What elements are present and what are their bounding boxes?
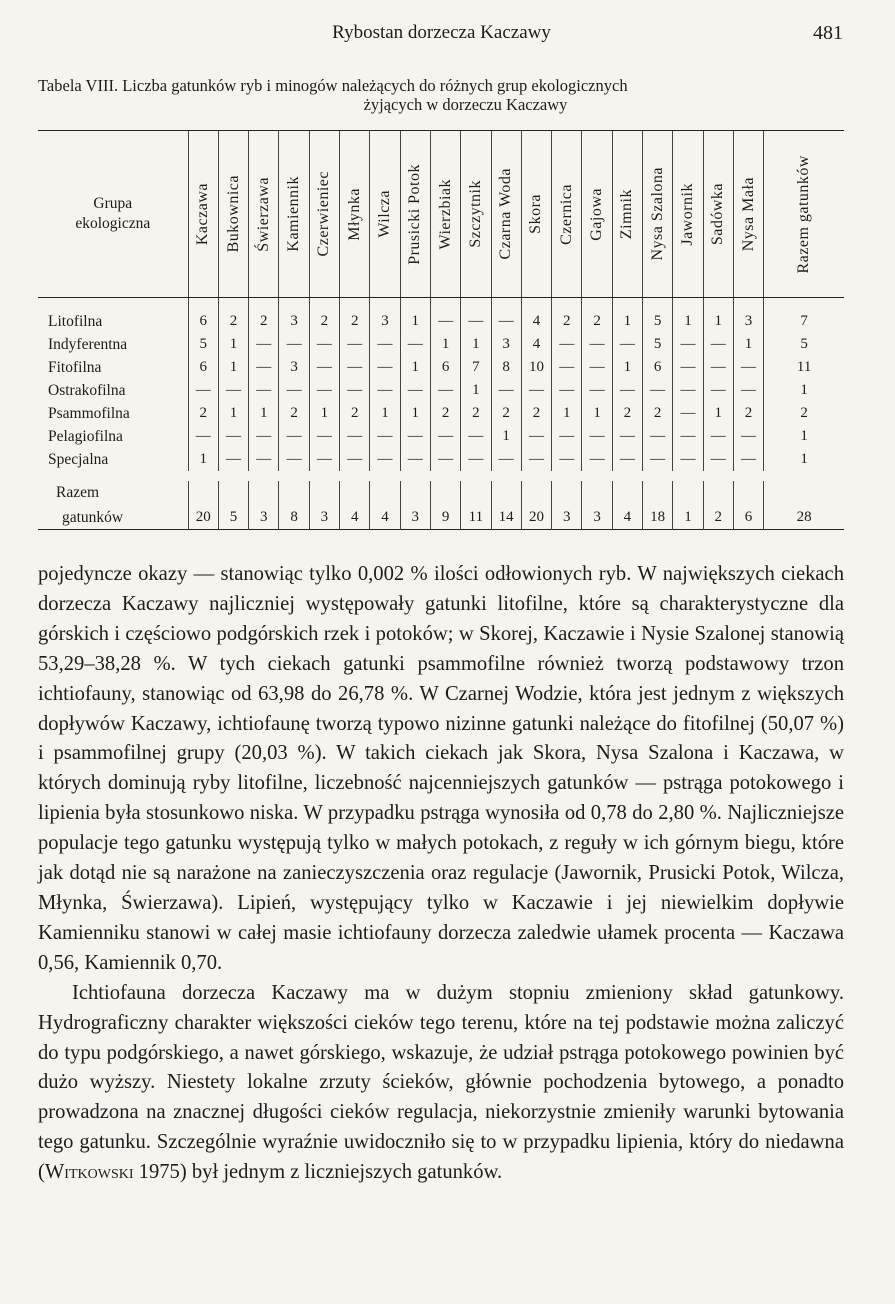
table-cell: 2 bbox=[552, 298, 582, 334]
table-cell: — bbox=[340, 356, 370, 379]
table-cell: — bbox=[218, 379, 248, 402]
table-caption-line-1: Tabela VIII. Liczba gatunków ryb i minogów należących do różnych grup ekologicznych bbox=[38, 76, 628, 95]
table-row bbox=[38, 298, 844, 334]
total-cell: 6 bbox=[733, 504, 763, 530]
table-cell: — bbox=[733, 448, 763, 471]
table-cell: — bbox=[491, 298, 521, 334]
table-cell: — bbox=[612, 425, 642, 448]
table-cell: — bbox=[643, 379, 673, 402]
table-cell: 8 bbox=[491, 356, 521, 379]
table-cell: 1 bbox=[703, 402, 733, 425]
row-total-cell: 1 bbox=[764, 448, 844, 471]
empty-cell bbox=[218, 481, 248, 504]
table-cell: 1 bbox=[400, 402, 430, 425]
table-cell: — bbox=[461, 298, 491, 334]
table-cell: 2 bbox=[521, 402, 551, 425]
empty-cell bbox=[188, 481, 218, 504]
table-cell: — bbox=[279, 425, 309, 448]
table-cell: — bbox=[430, 379, 460, 402]
table-cell: 3 bbox=[279, 298, 309, 334]
table-cell: 2 bbox=[612, 402, 642, 425]
table-cell: — bbox=[612, 379, 642, 402]
table-cell: — bbox=[309, 333, 339, 356]
table-cell: — bbox=[400, 379, 430, 402]
table-cell: — bbox=[400, 425, 430, 448]
table-cell: — bbox=[249, 448, 279, 471]
column-header bbox=[461, 131, 491, 298]
table-cell: 2 bbox=[218, 298, 248, 334]
empty-cell bbox=[552, 481, 582, 504]
total-cell: 3 bbox=[400, 504, 430, 530]
row-label: Psammofilna bbox=[48, 405, 130, 422]
table-cell: — bbox=[279, 333, 309, 356]
table-cell: 6 bbox=[188, 298, 218, 334]
table-cell: — bbox=[733, 379, 763, 402]
empty-cell bbox=[673, 481, 703, 504]
paragraph-2-end: 1975) był jednym z liczniejszych gatunków. bbox=[133, 1161, 503, 1184]
total-cell: 20 bbox=[521, 504, 551, 530]
table-cell: — bbox=[643, 448, 673, 471]
table-cell: — bbox=[582, 333, 612, 356]
paragraph-2 bbox=[38, 979, 844, 1188]
table-cell: — bbox=[612, 448, 642, 471]
table-cell: — bbox=[340, 379, 370, 402]
column-header bbox=[673, 131, 703, 298]
column-header-label: Kamiennik bbox=[285, 176, 303, 252]
total-cell: 3 bbox=[309, 504, 339, 530]
table-cell: — bbox=[309, 448, 339, 471]
table-row bbox=[38, 448, 844, 471]
total-row-label-1: Razem bbox=[56, 484, 100, 501]
table-cell: — bbox=[309, 379, 339, 402]
table-cell: 3 bbox=[370, 298, 400, 334]
table-cell: 1 bbox=[370, 402, 400, 425]
total-cell: 2 bbox=[703, 504, 733, 530]
table-spacer-row bbox=[38, 471, 844, 481]
empty-cell bbox=[764, 481, 844, 504]
table-cell: — bbox=[703, 356, 733, 379]
table-cell: 7 bbox=[461, 356, 491, 379]
table-cell: — bbox=[673, 379, 703, 402]
table-cell: — bbox=[430, 448, 460, 471]
column-header-label: Skora bbox=[527, 194, 545, 234]
column-header bbox=[552, 131, 582, 298]
table-cell: 3 bbox=[733, 298, 763, 334]
table-cell: — bbox=[673, 356, 703, 379]
table-row bbox=[38, 333, 844, 356]
table-cell: — bbox=[400, 333, 430, 356]
empty-cell bbox=[309, 481, 339, 504]
column-header bbox=[582, 131, 612, 298]
column-header bbox=[430, 131, 460, 298]
table-cell: — bbox=[491, 379, 521, 402]
column-header-label: Szczytnik bbox=[466, 180, 484, 248]
column-header bbox=[521, 131, 551, 298]
table-cell: — bbox=[370, 356, 400, 379]
column-header-label: Gajowa bbox=[588, 187, 606, 241]
column-header bbox=[279, 131, 309, 298]
table-cell: — bbox=[340, 425, 370, 448]
group-header-line-1: Grupa bbox=[93, 195, 133, 212]
table-cell: 1 bbox=[400, 356, 430, 379]
table-cell: — bbox=[188, 425, 218, 448]
table-row bbox=[38, 402, 844, 425]
total-cell: 3 bbox=[552, 504, 582, 530]
empty-cell bbox=[430, 481, 460, 504]
column-header-label: Zimnik bbox=[618, 188, 636, 240]
table-cell: — bbox=[733, 356, 763, 379]
column-header-label: Świerzawa bbox=[254, 176, 272, 252]
table-cell: — bbox=[279, 379, 309, 402]
table-cell: 2 bbox=[491, 402, 521, 425]
table-cell: — bbox=[612, 333, 642, 356]
table-cell: — bbox=[552, 333, 582, 356]
total-column-header-label: Razem gatunków bbox=[795, 154, 813, 274]
table-body bbox=[38, 298, 844, 531]
table-cell: 3 bbox=[491, 333, 521, 356]
row-total-cell: 1 bbox=[764, 379, 844, 402]
total-cell: 4 bbox=[340, 504, 370, 530]
empty-cell bbox=[612, 481, 642, 504]
table-cell: 2 bbox=[461, 402, 491, 425]
table-cell: — bbox=[521, 379, 551, 402]
column-header bbox=[733, 131, 763, 298]
table-cell: — bbox=[643, 425, 673, 448]
column-header bbox=[612, 131, 642, 298]
column-header bbox=[249, 131, 279, 298]
table-caption bbox=[38, 76, 853, 114]
citation-author: Witkowski bbox=[44, 1161, 134, 1184]
table-cell: 10 bbox=[521, 356, 551, 379]
table-cell: 3 bbox=[279, 356, 309, 379]
table-cell: — bbox=[673, 402, 703, 425]
table-cell: — bbox=[673, 448, 703, 471]
empty-cell bbox=[279, 481, 309, 504]
table-cell: — bbox=[673, 425, 703, 448]
table-row bbox=[38, 425, 844, 448]
table-cell: — bbox=[582, 356, 612, 379]
row-label: Fitofilna bbox=[48, 359, 102, 376]
table-cell: 6 bbox=[643, 356, 673, 379]
running-head bbox=[40, 22, 843, 50]
table-cell: — bbox=[552, 425, 582, 448]
body-text bbox=[38, 560, 844, 1188]
table-cell: — bbox=[249, 425, 279, 448]
column-header bbox=[491, 131, 521, 298]
row-total-cell: 7 bbox=[764, 298, 844, 334]
table-cell: — bbox=[370, 333, 400, 356]
total-cell: 20 bbox=[188, 504, 218, 530]
table-cell: — bbox=[249, 356, 279, 379]
total-cell: 14 bbox=[491, 504, 521, 530]
table-cell: — bbox=[279, 448, 309, 471]
total-cell: 18 bbox=[643, 504, 673, 530]
total-cell: 1 bbox=[673, 504, 703, 530]
row-label: Indyferentna bbox=[48, 336, 128, 353]
row-total-cell: 11 bbox=[764, 356, 844, 379]
table-cell: 6 bbox=[188, 356, 218, 379]
column-header bbox=[370, 131, 400, 298]
table-cell: 1 bbox=[249, 402, 279, 425]
table-cell: 2 bbox=[188, 402, 218, 425]
table-cell: — bbox=[249, 333, 279, 356]
column-header-label: Czernica bbox=[557, 183, 575, 245]
empty-cell bbox=[400, 481, 430, 504]
table-cell: 1 bbox=[430, 333, 460, 356]
table-cell: — bbox=[582, 379, 612, 402]
row-total-cell: 5 bbox=[764, 333, 844, 356]
total-cell: 3 bbox=[249, 504, 279, 530]
table-cell: — bbox=[703, 379, 733, 402]
table-cell: — bbox=[370, 425, 400, 448]
column-header-label: Sadówka bbox=[709, 182, 727, 246]
total-row bbox=[38, 504, 844, 530]
column-header-label: Wierzbiak bbox=[436, 178, 454, 250]
table-cell: — bbox=[370, 448, 400, 471]
column-header-label: Nysa Szalona bbox=[648, 167, 666, 261]
table-cell: 1 bbox=[218, 333, 248, 356]
table-cell: 2 bbox=[249, 298, 279, 334]
table-cell: 1 bbox=[218, 356, 248, 379]
empty-cell bbox=[703, 481, 733, 504]
table-cell: — bbox=[461, 448, 491, 471]
table-cell: 1 bbox=[400, 298, 430, 334]
table-spacer bbox=[38, 471, 844, 481]
table-cell: 1 bbox=[461, 379, 491, 402]
empty-cell bbox=[249, 481, 279, 504]
table-row bbox=[38, 356, 844, 379]
total-row-label-2: gatunków bbox=[62, 508, 124, 526]
table-header-row bbox=[38, 131, 844, 298]
column-header-label: Jawornik bbox=[678, 182, 696, 246]
table-cell: — bbox=[733, 425, 763, 448]
table-cell: 2 bbox=[279, 402, 309, 425]
table-cell: 1 bbox=[673, 298, 703, 334]
empty-cell bbox=[733, 481, 763, 504]
table-cell: 1 bbox=[612, 356, 642, 379]
table-cell: 2 bbox=[309, 298, 339, 334]
table-cell: — bbox=[218, 448, 248, 471]
row-total-cell: 2 bbox=[764, 402, 844, 425]
table-cell: 1 bbox=[612, 298, 642, 334]
total-column-header bbox=[764, 131, 844, 298]
table-cell: — bbox=[582, 425, 612, 448]
table-cell: — bbox=[673, 333, 703, 356]
total-cell: 4 bbox=[370, 504, 400, 530]
column-header-label: Czarna Woda bbox=[497, 168, 515, 260]
table-cell: 1 bbox=[188, 448, 218, 471]
table-cell: 2 bbox=[430, 402, 460, 425]
table-cell: 6 bbox=[430, 356, 460, 379]
table-cell: — bbox=[703, 425, 733, 448]
total-cell: 8 bbox=[279, 504, 309, 530]
column-header bbox=[340, 131, 370, 298]
table-cell: 1 bbox=[552, 402, 582, 425]
table-cell: — bbox=[188, 379, 218, 402]
paragraph-2-text: Ichtiofauna dorzecza Kaczawy ma w dużym stopniu zmieniony skład gatunkowy. Hydrograficzny charakter większości cieków tego terenu, które na tej podstawie można zaliczyć do typu podgórskiego, a nawet górskiego, wskazuje, że udział pstrąga potokowego powinien być dużo wyższy. Niestety lokalne zrzuty ścieków, głównie pochodzenia bytowego, a ponadto prowadzona na znacznej długości cieków regulacja, niekorzystnie zmieniły warunki bytowania tego gatunku. Szczególnie wyraźnie uwidoczniło się to w przypadku lipienia, który do niedawna ( bbox=[38, 981, 844, 1184]
table-cell: 1 bbox=[582, 402, 612, 425]
table-cell: — bbox=[309, 425, 339, 448]
group-column-header bbox=[38, 131, 188, 298]
table-cell: — bbox=[430, 425, 460, 448]
table-cell: — bbox=[340, 448, 370, 471]
table-cell: 4 bbox=[521, 298, 551, 334]
empty-cell bbox=[582, 481, 612, 504]
running-title: Rybostan dorzecza Kaczawy bbox=[332, 22, 551, 43]
total-cell: 11 bbox=[461, 504, 491, 530]
table-cell: 5 bbox=[643, 298, 673, 334]
group-header-line-2: ekologiczna bbox=[75, 215, 151, 232]
empty-cell bbox=[491, 481, 521, 504]
page-number: 481 bbox=[813, 22, 843, 44]
row-total-cell: 1 bbox=[764, 425, 844, 448]
table-cell: — bbox=[552, 379, 582, 402]
table-cell: — bbox=[491, 448, 521, 471]
table-cell: — bbox=[309, 356, 339, 379]
empty-cell bbox=[521, 481, 551, 504]
table-cell: 2 bbox=[340, 402, 370, 425]
table-cell: 2 bbox=[733, 402, 763, 425]
table-cell: — bbox=[461, 425, 491, 448]
column-header bbox=[400, 131, 430, 298]
table-cell: 1 bbox=[309, 402, 339, 425]
table-cell: — bbox=[703, 333, 733, 356]
column-header bbox=[643, 131, 673, 298]
empty-cell bbox=[340, 481, 370, 504]
total-cell: 5 bbox=[218, 504, 248, 530]
column-header-label: Nysa Mała bbox=[739, 176, 757, 252]
total-cell: 3 bbox=[582, 504, 612, 530]
table-cell: 1 bbox=[733, 333, 763, 356]
column-header-label: Wilcza bbox=[375, 190, 393, 238]
column-header-label: Prusicki Potok bbox=[406, 163, 424, 265]
column-header bbox=[218, 131, 248, 298]
total-row-label-line bbox=[38, 481, 844, 504]
table-cell: 1 bbox=[218, 402, 248, 425]
table-cell: — bbox=[430, 298, 460, 334]
paragraph-1: pojedyncze okazy — stanowiąc tylko 0,002 % ilości odłowionych ryb. W największych ciekach dorzecza Kaczawy najliczniej występowały gatunki litofilne, które są charakterystyczne dla górskich i częściowo podgórskich rzek i potoków; w Skorej, Kaczawie i Nysie Szalonej stanowią 53,29–38,28 %. W tych ciekach gatunki psammofilne również tworzą podstawowy trzon ichtiofauny, stanowiąc od 63,98 do 26,78 %. W Czarnej Wodzie, która jest jednym z większych dopływów Kaczawy, ichtiofaunę tworzą typowo nizinne gatunki należące do fitofilnej (50,07 %) i psammofilnej grupy (20,03 %). W takich ciekach jak Skora, Nysa Szalona i Kaczawa, w których dominują ryby litofilne, liczebność najcenniejszych gatunków — pstrąga potokowego i lipienia była stosunkowo niska. W przypadku pstrąga wynosiła od 0,78 do 2,80 %. Najliczniejsze populacje tego gatunku występują tylko w małych potokach, z reguły w ich górnym biegu, które jak dotąd nie są narażone na zanieczyszczenia oraz regulacje (Jawornik, Prusicki Potok, Wilcza, Młynka, Świerzawa). Lipień, występujący tylko w Kaczawie i jej niewielkim dopływie Kamienniku stanowi w całej masie ichtiofauny dorzecza zaledwie ułamek procenta — Kaczawa 0,56, Kamiennik 0,70. bbox=[38, 563, 844, 974]
ecological-groups-table bbox=[38, 130, 844, 530]
row-label: Pelagiofilna bbox=[48, 428, 123, 445]
empty-cell bbox=[643, 481, 673, 504]
row-label: Specjalna bbox=[48, 451, 109, 468]
table-cell: 1 bbox=[491, 425, 521, 448]
column-header bbox=[309, 131, 339, 298]
empty-cell bbox=[461, 481, 491, 504]
table-cell: 2 bbox=[643, 402, 673, 425]
table-cell: — bbox=[521, 425, 551, 448]
table-cell: 2 bbox=[340, 298, 370, 334]
table-cell: 1 bbox=[703, 298, 733, 334]
row-label: Ostrakofilna bbox=[48, 382, 126, 399]
table-cell: — bbox=[552, 448, 582, 471]
column-header-label: Bukownica bbox=[224, 175, 242, 253]
data-table bbox=[38, 131, 844, 530]
column-header bbox=[188, 131, 218, 298]
table-caption-line-2: żyjących w dorzeczu Kaczawy bbox=[363, 95, 568, 114]
table-cell: 4 bbox=[521, 333, 551, 356]
table-cell: — bbox=[400, 448, 430, 471]
table-cell: — bbox=[552, 356, 582, 379]
table-row bbox=[38, 379, 844, 402]
table-cell: — bbox=[340, 333, 370, 356]
table-cell: — bbox=[521, 448, 551, 471]
table-cell: 5 bbox=[188, 333, 218, 356]
total-cell: 9 bbox=[430, 504, 460, 530]
table-cell: 2 bbox=[582, 298, 612, 334]
row-label: Litofilna bbox=[48, 313, 103, 330]
column-header-label: Młynka bbox=[345, 187, 363, 241]
table-cell: — bbox=[582, 448, 612, 471]
column-header bbox=[703, 131, 733, 298]
table-cell: — bbox=[218, 425, 248, 448]
table-cell: 1 bbox=[461, 333, 491, 356]
table-cell: 5 bbox=[643, 333, 673, 356]
table-cell: — bbox=[703, 448, 733, 471]
table-cell: — bbox=[249, 379, 279, 402]
column-header-label: Kaczawa bbox=[194, 182, 212, 246]
total-cell: 4 bbox=[612, 504, 642, 530]
column-header-label: Czerwieniec bbox=[315, 171, 333, 257]
table-cell: — bbox=[370, 379, 400, 402]
grand-total-cell: 28 bbox=[764, 504, 844, 530]
empty-cell bbox=[370, 481, 400, 504]
